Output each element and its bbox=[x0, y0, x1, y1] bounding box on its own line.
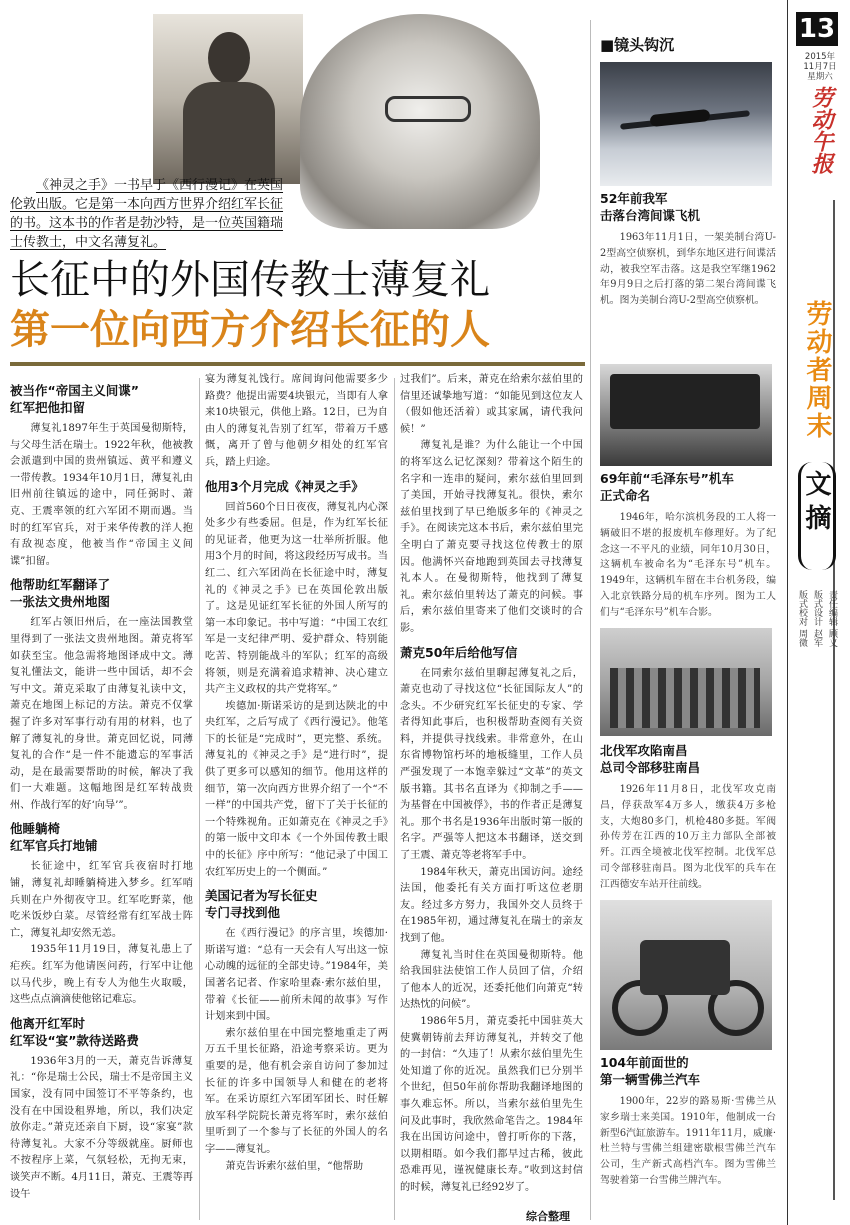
article-subheading: 被当作“帝国主义间谍” 红军把他扣留 bbox=[10, 383, 139, 415]
locomotive-photo bbox=[600, 364, 772, 466]
credit-editor: 责任编辑 顾义 bbox=[827, 590, 837, 647]
sidebar-item-text: 1900年，22岁的路易斯·雪佛兰从家乡瑞士来美国。1910年，他制成一台新型6汽缸旅游车。1911年11月，威廉·杜兰特与雪佛兰组建密歇根雪佛兰汽车公司，生产新式高档汽车。图为雪佛兰驾驶着第一台雪佛兰牌汽车。 bbox=[600, 1096, 776, 1186]
credit-designer: 版式设计 赵军 bbox=[812, 590, 822, 647]
article-paragraph: 宴为薄复礼饯行。席间询问他需要多少路费？他提出需要4块银元，当即有人拿来10块银元，供他上路。12日，已为自由人的薄复礼告别了红军，带着万千感慨，离开了曾与他朝夕相处的红军官兵，踏上归途。 bbox=[205, 374, 388, 468]
sub-headline: 第一位向西方介绍长征的人 bbox=[10, 307, 490, 353]
article-paragraph: 长征途中，红军官兵夜宿时打地铺，薄复礼却睡躺椅进入梦乡。红军哨兵则在户外彻夜守卫。红军吃野菜，他吃米饭炒白菜。尽管经常有红军战士阵亡，薄复礼却安然无恙。 bbox=[10, 861, 193, 939]
main-headline: 长征中的外国传教士薄复礼 bbox=[10, 257, 490, 303]
masthead-logo: 劳动午报 bbox=[808, 86, 834, 174]
sidebar-item-text: 1946年，哈尔滨机务段的工人将一辆破旧不堪的报废机车修理好。为了纪念这一不平凡的业绩，同年10月30日，这辆机车被命名为“毛泽东号”机车。1949年，这辆机车留在丰台机务段，编入北京铁路分局的机车序列。图为工人们与“毛泽东号”机车合影。 bbox=[600, 512, 776, 618]
northern-expedition-photo bbox=[600, 628, 772, 736]
article-paragraph: 过我们”。后来，萧克在给索尔兹伯里的信里还诚挚地写道：“如能见到这位友人（假如他还活着）或其家属，请代我问候！” bbox=[400, 374, 583, 435]
plane-body-shape bbox=[650, 109, 711, 127]
article-paragraph: 在《西行漫记》的序言里，埃德加·斯诺写道：“总有一天会有人写出这一惊心动魄的远征的全部史诗。”1984年，美国著名记者、作家哈里森·索尔兹伯里，带着《长征——前所未闻的故事》写作计划来到中国。 bbox=[205, 928, 388, 1023]
article-paragraph: 1986年5月，萧克委托中国驻英大使冀朝铸前去拜访薄复礼，并转交了他的一封信：“久违了！从索尔兹伯里先生处知道了你的近况。虽然我们已分别半个世纪，但50年前你帮助我翻译地图的事久难忘怀。所以，当索尔兹伯里先生问及此事时，我欣然命笔告之。1984年我在出国访问途中，曾打听你的下落，以期相晤。如今我们都早过古稀，彼此恐难再见，谨祝健康长寿。”收到这封信的时候，薄复礼已经92岁了。 bbox=[400, 1015, 583, 1193]
date-weekday: 星期六 bbox=[807, 72, 833, 82]
column-divider-2 bbox=[394, 378, 395, 1220]
date-day: 11月7日 bbox=[803, 62, 837, 72]
article-paragraph: 1936年3月的一天，萧克告诉薄复礼：“你是瑞士公民，瑞士不是帝国主义国家，没有同中国签订不平等条约，也没有在中国设租界地，所以，我们决定放你走。”萧克还亲自下厨，设“家宴”款待薄复礼。大家不分等级就座。厨师也不按程序上菜，气氛轻松，无拘无束，谈笑声不断。4月11日，萧克、王震等再设午 bbox=[10, 1055, 193, 1200]
article-paragraph: 萧克告诉索尔兹伯里，“他帮助 bbox=[225, 1160, 364, 1172]
credit-proofreader: 版式校对 周微 bbox=[797, 590, 807, 647]
section-title: 劳动者周末 bbox=[802, 300, 832, 440]
article-subheading: 他帮助红军翻译了 一张法文贵州地图 bbox=[10, 577, 111, 610]
article-paragraph: 回首560个日日夜夜，薄复礼内心深处多少有些委屈。但是，作为红军长征的见证者，他更为这一壮举所折服。他用3个月的时间，将这段经历写成书。当红二、红六军团尚在长征途中时，薄复礼的《神灵之手》已在英国伦敦出版了。这是见证红军长征的外国人所写的第一本印象记。书中写道：“中国工农红军是一支纪律严明、爱护群众、特别能吃苦、特别能战斗的军队；红军的高级将领，则是充满着追求精神、决心建立共产主义政权的共产党将军。” bbox=[205, 501, 388, 696]
young-missionary-photo bbox=[153, 14, 303, 184]
sidebar-item-title: 104年前面世的 第一辆雪佛兰汽车 bbox=[600, 1055, 701, 1087]
section-subtitle: 文摘 bbox=[801, 470, 831, 538]
sidebar-item-chevrolet bbox=[600, 1054, 776, 1189]
sidebar-item-text: 1963年11月1日，一架美制台湾U-2型高空侦察机，到华东地区进行间谍活动，被我空军击落。这是我空军继1962年9月9日之后打落的第二架台湾间谍飞机。图为美制台湾U-2型高空侦察机。 bbox=[600, 232, 776, 307]
headline-rule bbox=[10, 362, 585, 366]
sidebar-item-locomotive bbox=[600, 470, 776, 621]
date-year: 2015年 bbox=[804, 52, 836, 62]
article-column-1 bbox=[10, 376, 193, 1224]
article-column-2 bbox=[205, 372, 388, 1224]
sidebar-item-northern-expedition bbox=[600, 742, 776, 893]
article-paragraph: 薄复礼是谁？为什么能让一个中国的将军这么记忆深刻？带着这个陌生的名字和一连串的疑问，索尔兹伯里回到了美国，开始寻找薄复礼。很快，索尔兹伯里找到了早已绝版多年的《神灵之手》。在阅读完这本书后，索尔兹伯里完全明白了萧克要寻找这位传教士的原因。他满怀兴奋地跑到英国去寻找薄复礼本人。在曼彻斯特，他找到了薄复礼。索尔兹伯里转达了萧克的问候。事后，索尔兹伯里寄来了他们交谈时的合影。 bbox=[400, 440, 583, 634]
soldiers-shape bbox=[610, 668, 760, 728]
article-paragraph: 1984年秋天，萧克出国访问。途经法国，他委托有关方面打听这位老朋友。经过多方努力，我国外交人员终于在1985年初，通过薄复礼在瑞士的亲友找到了他。 bbox=[400, 866, 583, 944]
credits bbox=[796, 590, 839, 770]
article-subheading: 他离开红军时 红军设“宴”款待送路费 bbox=[10, 1015, 139, 1048]
glasses-shape bbox=[385, 96, 471, 122]
article-paragraph: 在同索尔兹伯里聊起薄复礼之后，萧克也动了寻找这位“长征国际友人”的念头。不少研究红军长征史的专家、学者得知此事后，也积极帮助查阅有关资料，并提供寻找线索。非常意外，在山东省博物馆朽坏的地板缝里，工作人员严强发现了一本饱幸躲过“文革”的英文版书籍。其书名直译为《抑制之手——为基督在中国被俘》，书的作者正是薄复礼。那个书名是1936年出版时第一版的名字。严强等人把这本书翻译，送交到了王震、萧克等老将军手中。 bbox=[400, 667, 583, 862]
article-subheading: 美国记者为写长征史 专门寻找到他 bbox=[205, 888, 318, 921]
sidebar-item-spy-plane bbox=[600, 190, 776, 309]
old-missionary-photo bbox=[300, 14, 540, 229]
sidebar-item-title: 北伐军攻陷南昌 总司令部移驻南昌 bbox=[600, 743, 701, 775]
article-subheading: 萧克50年后给他写信 bbox=[400, 644, 518, 660]
article-paragraph: 薄复礼当时住在英国曼彻斯特。他给我国驻法使馆工作人员回了信，介绍了他本人的近况，还委托他们向萧克“转达热忱的问候”。 bbox=[400, 949, 583, 1011]
article-paragraph: 1935年11月19日，薄复礼患上了疟疾。红军为他请医问药，行军中让他以马代步，晚上有专人为他生火取暖，这些点点滴滴使他铭记难忘。 bbox=[10, 944, 193, 1006]
article-paragraph: 红军占领旧州后，在一座法国教堂里得到了一张法文贵州地图。萧克将军如获至宝。他急需将地图译成中文。薄复礼懂法文，能讲一些中国话，却不会写中文。萧克采取了由薄复礼读中文，萧克在地图上标记的方法。萧克不仅掌握了许多对军事行动有用的材料，也了解了薄复礼的身世。萧克回忆说，同薄复礼的合作“是一件不能遗忘的军事活动，是在最需要帮助的时候，解决了我们一大难题。这幅地图是红军转战贵州、作战行军的好‘向导’”。 bbox=[10, 617, 193, 811]
page-number: 13 bbox=[796, 12, 838, 46]
article-paragraph: 薄复礼1897年生于英国曼彻斯特，与父母生活在瑞士。1922年秋，他被教会派遣到中国的贵州镇远、黄平和遵义一带传教。1934年10月1日，薄复礼由旧州前往镇远的途中，同任弼时、萧克、王震率领的红六军团不期而遇。当时的红军官兵，对于来华传教的洋人抱有敌视态度，他被当作“帝国主义间谍”扣留。 bbox=[10, 423, 193, 567]
article-paragraph: 埃德加·斯诺采访的是到达陕北的中央红军，之后写成了《西行漫记》。他笔下的长征是“完成时”，更完整、系统。薄复礼的《神灵之手》是“进行时”，提供了更多可以感知的细节。他用这样的细节，第一次向西方世界介绍了一个“不一样”的中国共产党，留下了关于长征的一个特殊视角。正如萧克在《神灵之手》的第一版中文印本《一个外国传教士眼中的长征》序中所写：“他记录了中国工农红军历史上的一个侧面。” bbox=[205, 700, 388, 878]
sidebar-item-text: 1926年11月8日，北伐军攻克南昌，俘获敌军4万多人，缴获4万多枪支，大炮80多门，机枪480多挺。军阀孙传芳在江西的10万主力部队全部被歼。江西全境被北伐军控制。北伐军总司令部移驻南昌。图为北伐军的兵车在江西德安车站开往前线。 bbox=[600, 784, 776, 890]
sidebar-item-title: 69年前“毛泽东号”机车 正式命名 bbox=[600, 471, 734, 503]
spy-plane-photo bbox=[600, 62, 772, 186]
column-divider-3 bbox=[590, 20, 591, 1220]
article-subheading: 他用3个月完成《神灵之手》 bbox=[205, 478, 364, 494]
portrait-body-shape bbox=[183, 82, 275, 184]
article-column-3 bbox=[400, 372, 583, 1210]
attribution: 综合整理 bbox=[526, 1210, 570, 1223]
portrait-head-shape bbox=[208, 32, 250, 84]
date-block bbox=[790, 52, 850, 82]
article-paragraph: 索尔兹伯里在中国完整地重走了两万五千里长征路，沿途考察采访。更为重要的是，他有机会亲自访问了参加过长征的许多中国领导人和健在的老将军。在采访原红六军团军团长、时任解放军科学院院长萧克将军时，索尔兹伯里听到了一个参与了长征的外国人的名字——薄复礼。 bbox=[205, 1027, 388, 1155]
sidebar-item-title: 52年前我军 击落台湾间谍飞机 bbox=[600, 191, 701, 223]
photo-caption: 《神灵之手》一书早于《西行漫记》在英国伦敦出版。它是第一本向西方世界介绍红军长征的书。这本书的作者是勃沙特，是一位英国籍瑞士传教士，中文名薄复礼。 bbox=[10, 178, 284, 250]
column-divider-1 bbox=[199, 378, 200, 1220]
car-body-shape bbox=[640, 940, 730, 995]
locomotive-shape bbox=[610, 374, 760, 429]
sidebar-column-title: ■镜头钩沉 bbox=[600, 36, 675, 54]
article-subheading: 他睡躺椅 红军官兵打地铺 bbox=[10, 821, 98, 854]
chevrolet-car-photo bbox=[600, 900, 772, 1050]
